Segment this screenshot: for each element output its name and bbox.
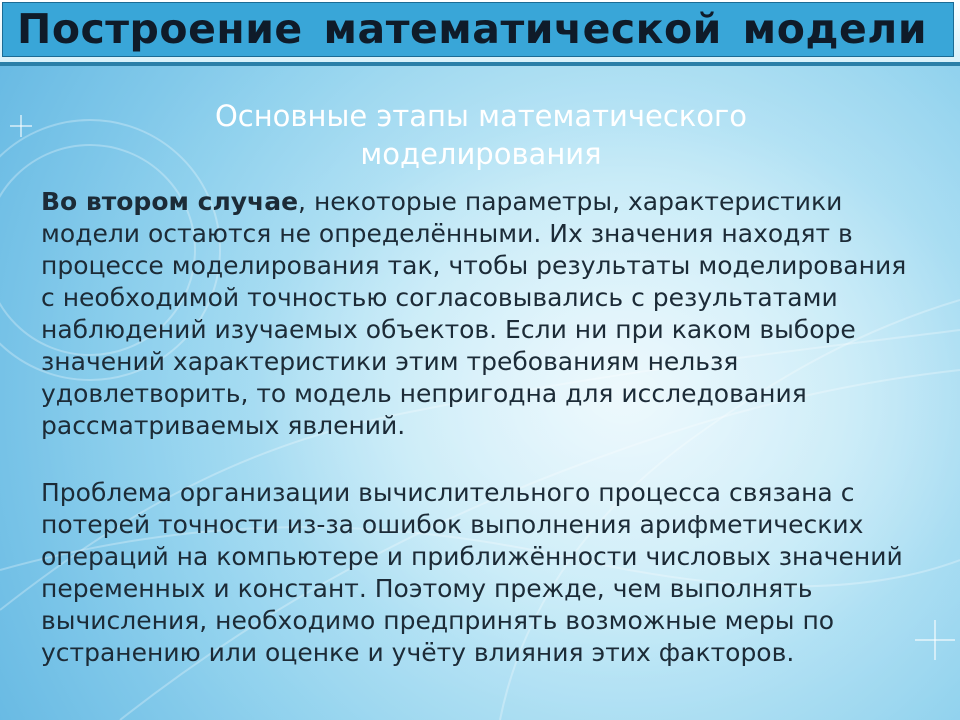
page-title: Построение математической модели — [17, 5, 928, 53]
paragraph-1 — [41, 186, 921, 442]
title-container — [2, 2, 954, 57]
paragraph-1-text: , некоторые параметры, характеристики модели остаются не определёнными. Их значения находят в процессе моделирования так, чтобы результаты моделирования с необходимой точностью согласовывались с результатами наблюдений изучаемых объектов. Если ни при каком выборе значений характеристики этим требованиям нельзя удовлетворить, то модель непригодна для исследования рассматриваемых явлений. — [41, 187, 907, 440]
main-content — [41, 97, 921, 669]
section-subtitle — [41, 97, 921, 173]
subtitle-line-1: Основные этапы математического — [214, 99, 748, 133]
subtitle-line-2: моделирования — [360, 137, 602, 171]
paragraph-2: Проблема организации вычислительного процесса связана с потерей точности из-за ошибок выполнения арифметических операций на компьютере и приближённости числовых значений переменных и констант. Поэтому прежде, чем выполнять вычисления, необходимо предпринять возможные меры по устранению или оценке и учёту влияния этих факторов. — [41, 478, 903, 667]
header-banner — [0, 0, 960, 66]
paragraph-1-lead: Во втором случае — [41, 187, 299, 216]
